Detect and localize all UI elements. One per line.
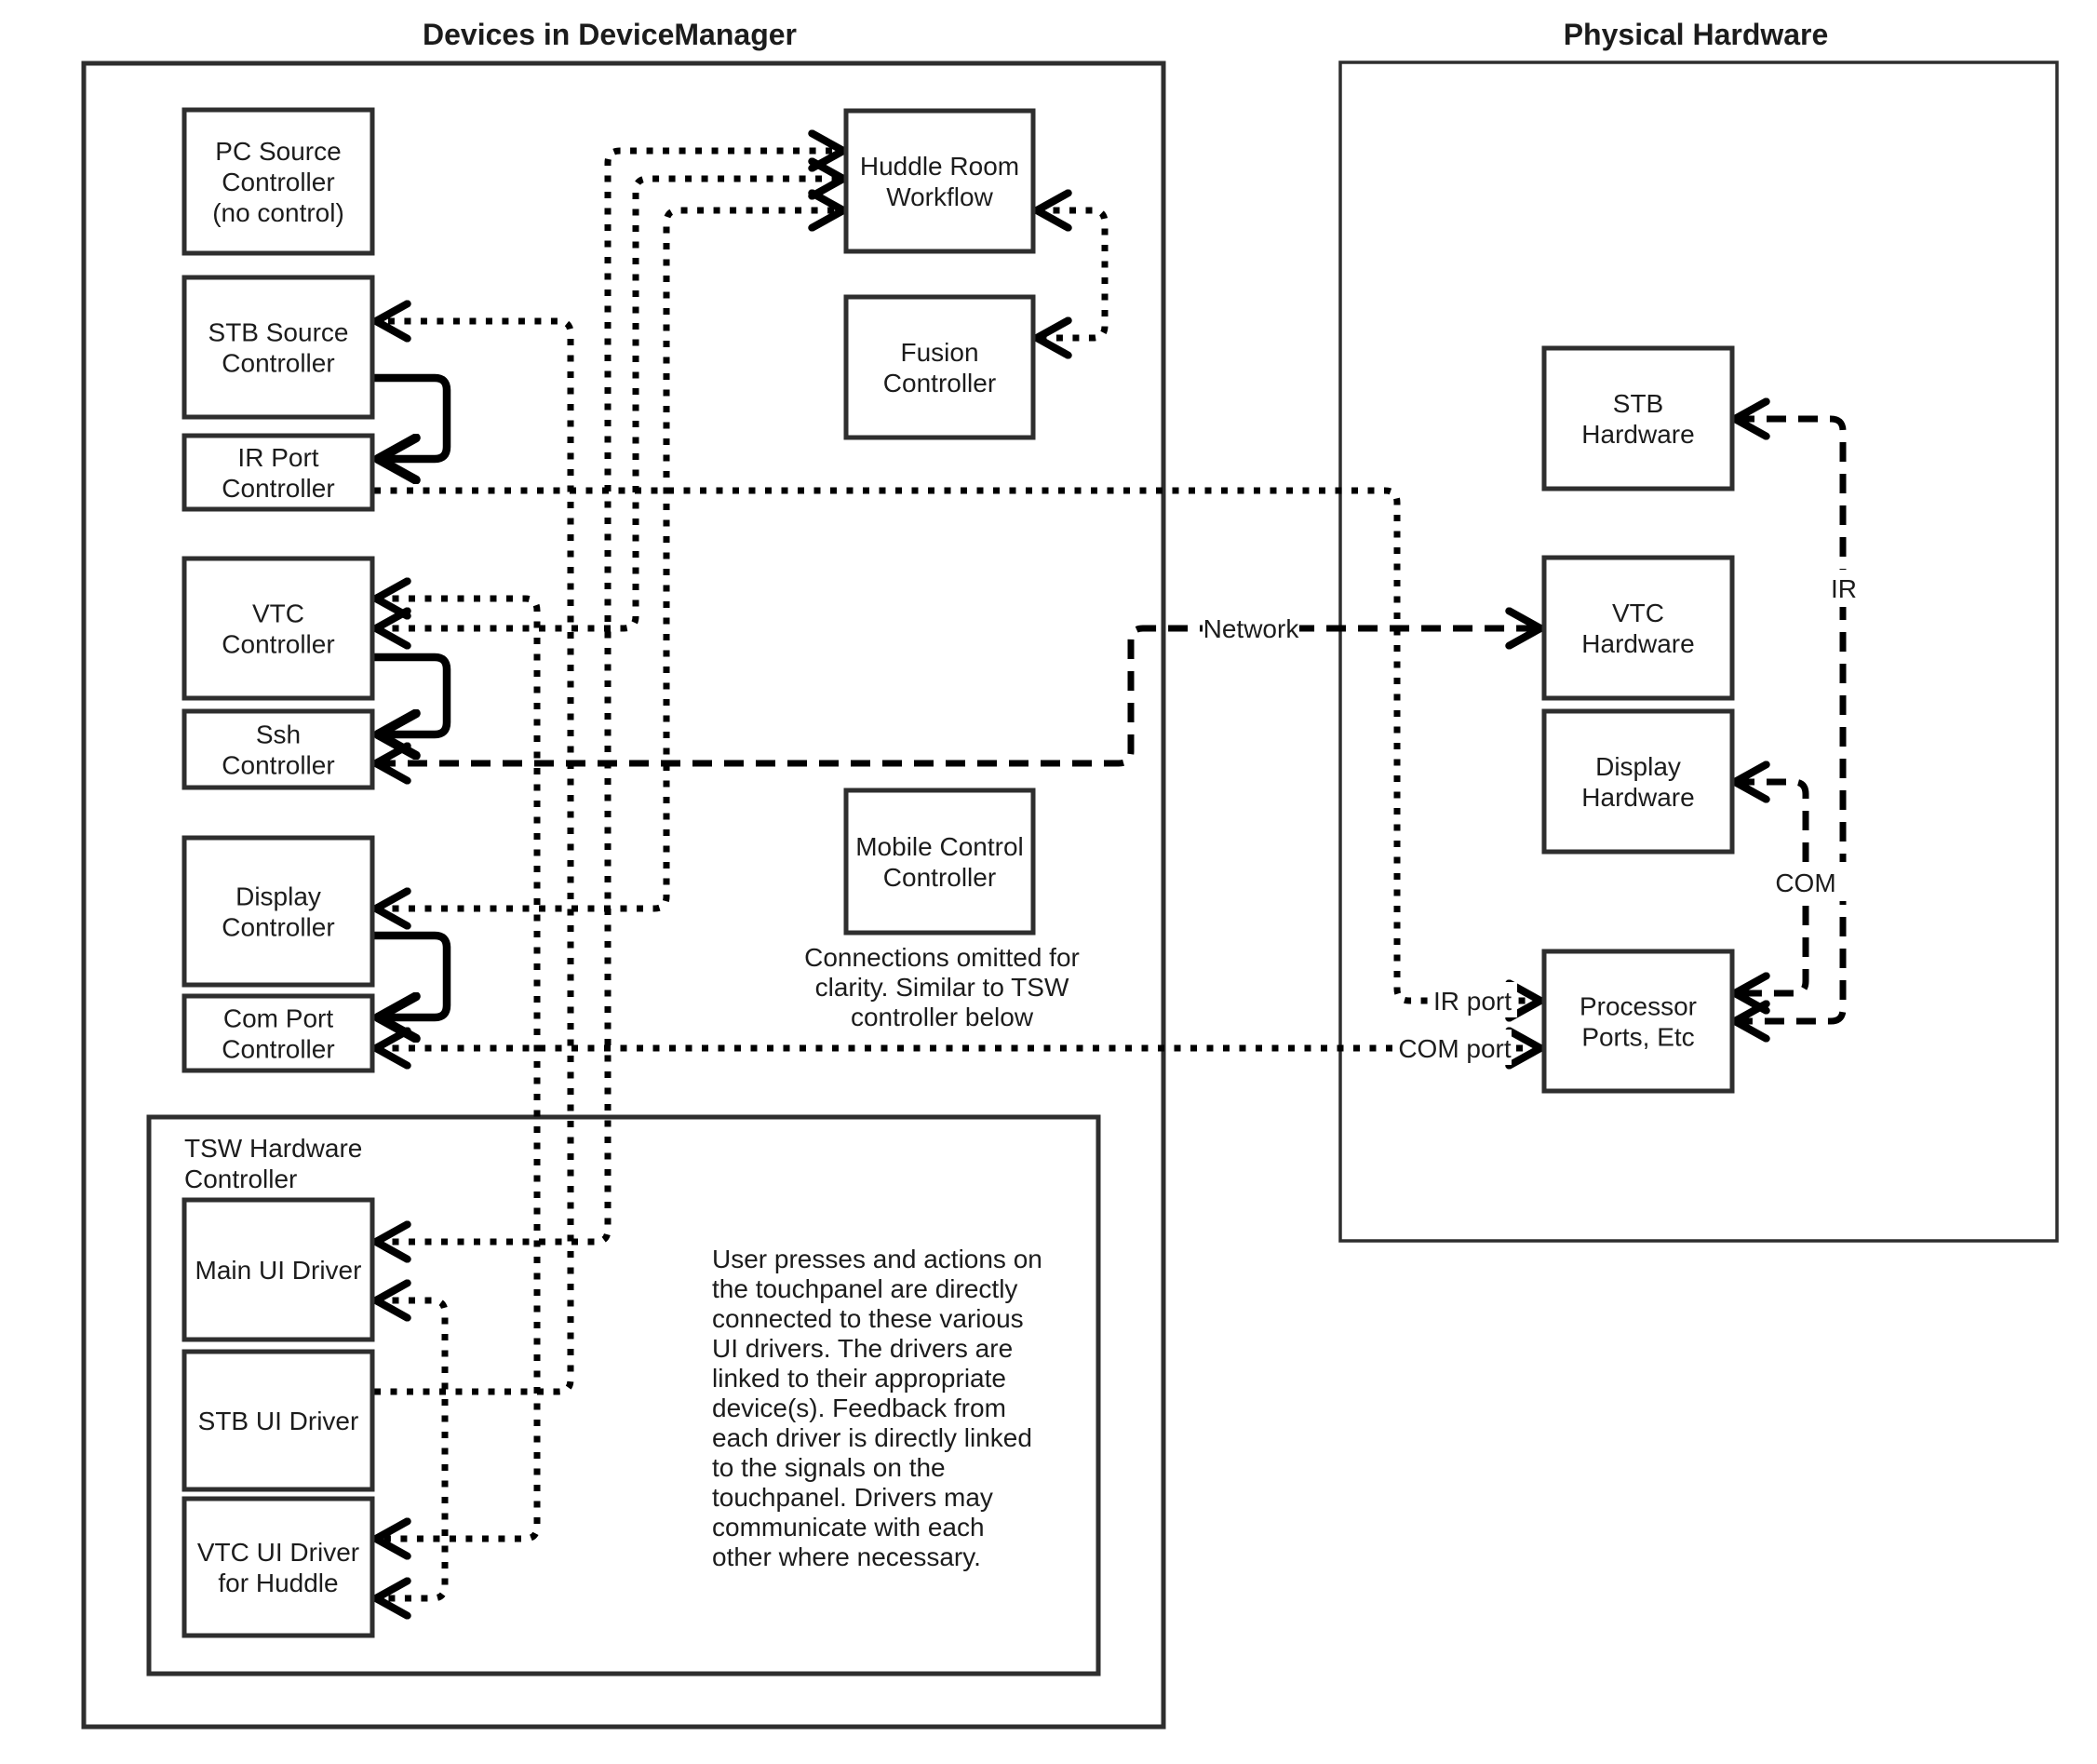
link-display-com-port — [374, 936, 447, 1017]
processor-ports-label: Processor — [1579, 991, 1698, 1021]
stb-source-controller-label: STB Source — [208, 317, 349, 347]
stb-ui-driver-label: STB UI Driver — [197, 1407, 359, 1435]
huddle-room-workflow-label: Huddle Room — [859, 152, 1020, 181]
physical-hardware-title: Physical Hardware — [1563, 18, 1829, 51]
line-labels — [1203, 570, 1865, 1065]
mobile-control-controller-label: Mobile Control — [855, 832, 1024, 861]
paragraph-line: connected to these various — [712, 1304, 1024, 1333]
ir-port-controller — [184, 436, 372, 509]
link-display-huddle — [376, 210, 843, 909]
tsw-label-line2: Controller — [184, 1165, 298, 1193]
display-hardware-label: Display — [1595, 752, 1681, 781]
display-controller-rect — [184, 838, 372, 985]
vtc-controller — [184, 559, 372, 698]
ssh-controller — [184, 711, 372, 788]
com-port-controller — [184, 996, 372, 1071]
mobile-note-line2: clarity. Similar to TSW — [814, 973, 1069, 1002]
stb-hardware-label: Hardware — [1581, 420, 1695, 449]
paragraph-line: device(s). Feedback from — [712, 1394, 1006, 1422]
mobile-note-line3: controller below — [850, 1003, 1034, 1031]
paragraph-line: the touchpanel are directly — [712, 1274, 1018, 1303]
link-network — [376, 628, 1540, 763]
link-huddle-fusion — [1037, 210, 1105, 338]
stb-hardware-rect — [1544, 348, 1732, 489]
ir-port-label: IR port — [1432, 987, 1512, 1016]
link-ir-hardware — [1735, 419, 1843, 1021]
vtc-hardware-label: VTC — [1612, 599, 1664, 627]
stb-ui-driver — [184, 1352, 372, 1489]
display-controller — [184, 838, 372, 985]
containers — [84, 62, 2057, 1727]
link-vtc-ssh — [374, 657, 447, 734]
com-port-label: COM port — [1398, 1034, 1512, 1063]
display-hardware-rect — [1544, 711, 1732, 852]
vtc-ui-driver-rect — [184, 1499, 372, 1636]
pc-source-controller — [184, 110, 372, 253]
display-hardware-label: Hardware — [1581, 783, 1695, 812]
paragraph-line: touchpanel. Drivers may — [712, 1483, 993, 1512]
paragraph-line: linked to their appropriate — [712, 1364, 1006, 1393]
processor-ports — [1544, 951, 1732, 1091]
vtc-hardware-rect — [1544, 558, 1732, 698]
vtc-controller-label: VTC — [252, 599, 304, 628]
pc-source-controller-label: Controller — [222, 168, 335, 196]
display-controller-label: Display — [235, 882, 321, 911]
fusion-controller-label: Fusion — [900, 338, 979, 367]
ir-port-controller-label: Controller — [222, 474, 335, 503]
tsw-paragraph — [712, 1245, 1042, 1571]
mobile-control-controller — [846, 790, 1033, 933]
tsw-label-line1: TSW Hardware — [184, 1134, 363, 1163]
ir-port-controller-label: IR Port — [237, 443, 319, 472]
vtc-hardware — [1544, 558, 1732, 698]
display-hardware — [1544, 711, 1732, 852]
vtc-hardware-label: Hardware — [1581, 629, 1695, 658]
stb-source-controller-label: Controller — [222, 348, 335, 378]
mobile-control-controller-label: Controller — [882, 863, 997, 892]
main-ui-driver-label: Main UI Driver — [195, 1256, 362, 1285]
mobile-control-controller-rect — [846, 790, 1033, 933]
com-label: COM — [1775, 869, 1836, 897]
stb-source-controller-rect — [184, 277, 372, 417]
paragraph-line: UI drivers. The drivers are — [712, 1334, 1014, 1363]
vtc-controller-rect — [184, 559, 372, 698]
paragraph-line: to the signals on the — [712, 1453, 946, 1482]
ssh-controller-label: Controller — [222, 750, 335, 780]
com-port-controller-label: Com Port — [222, 1003, 334, 1033]
vtc-ui-driver — [184, 1499, 372, 1636]
processor-ports-rect — [1544, 951, 1732, 1091]
ir-label: IR — [1831, 574, 1857, 603]
com-port-controller-label: Controller — [222, 1034, 335, 1064]
link-stb-ui-to-stb-source — [374, 321, 571, 1392]
vtc-controller-label: Controller — [222, 629, 335, 659]
huddle-room-workflow-rect — [846, 111, 1033, 251]
stb-source-controller — [184, 277, 372, 417]
link-vtc-vtc-ui — [376, 599, 537, 1539]
network-label: Network — [1203, 614, 1299, 643]
stb-hardware-label: STB — [1612, 389, 1664, 418]
huddle-room-workflow — [846, 111, 1033, 251]
fusion-controller-label: Controller — [882, 369, 997, 397]
display-controller-label: Controller — [222, 912, 335, 942]
link-stb-source-ir-port — [374, 378, 447, 459]
paragraph-line: other where necessary. — [712, 1542, 981, 1571]
fusion-controller — [846, 297, 1033, 438]
devicemanager-title: Devices in DeviceManager — [423, 18, 797, 51]
paragraph-line: communicate with each — [712, 1513, 985, 1542]
stb-hardware — [1544, 348, 1732, 489]
main-ui-driver — [184, 1200, 372, 1340]
fusion-controller-rect — [846, 297, 1033, 438]
huddle-room-workflow-label: Workflow — [886, 182, 993, 211]
paragraph-line: each driver is directly linked — [712, 1423, 1032, 1452]
pc-source-controller-label: PC Source — [215, 137, 342, 166]
paragraph-line: User presses and actions on — [712, 1245, 1042, 1273]
link-main-ui-vtc-ui — [376, 1300, 445, 1598]
vtc-ui-driver-label: for Huddle — [218, 1569, 339, 1597]
ssh-controller-label: Ssh — [255, 720, 302, 749]
vtc-ui-driver-label: VTC UI Driver — [196, 1538, 360, 1567]
processor-ports-label: Ports, Etc — [1581, 1022, 1695, 1052]
pc-source-controller-label: (no control) — [212, 198, 344, 227]
mobile-note-line1: Connections omitted for — [804, 943, 1080, 972]
